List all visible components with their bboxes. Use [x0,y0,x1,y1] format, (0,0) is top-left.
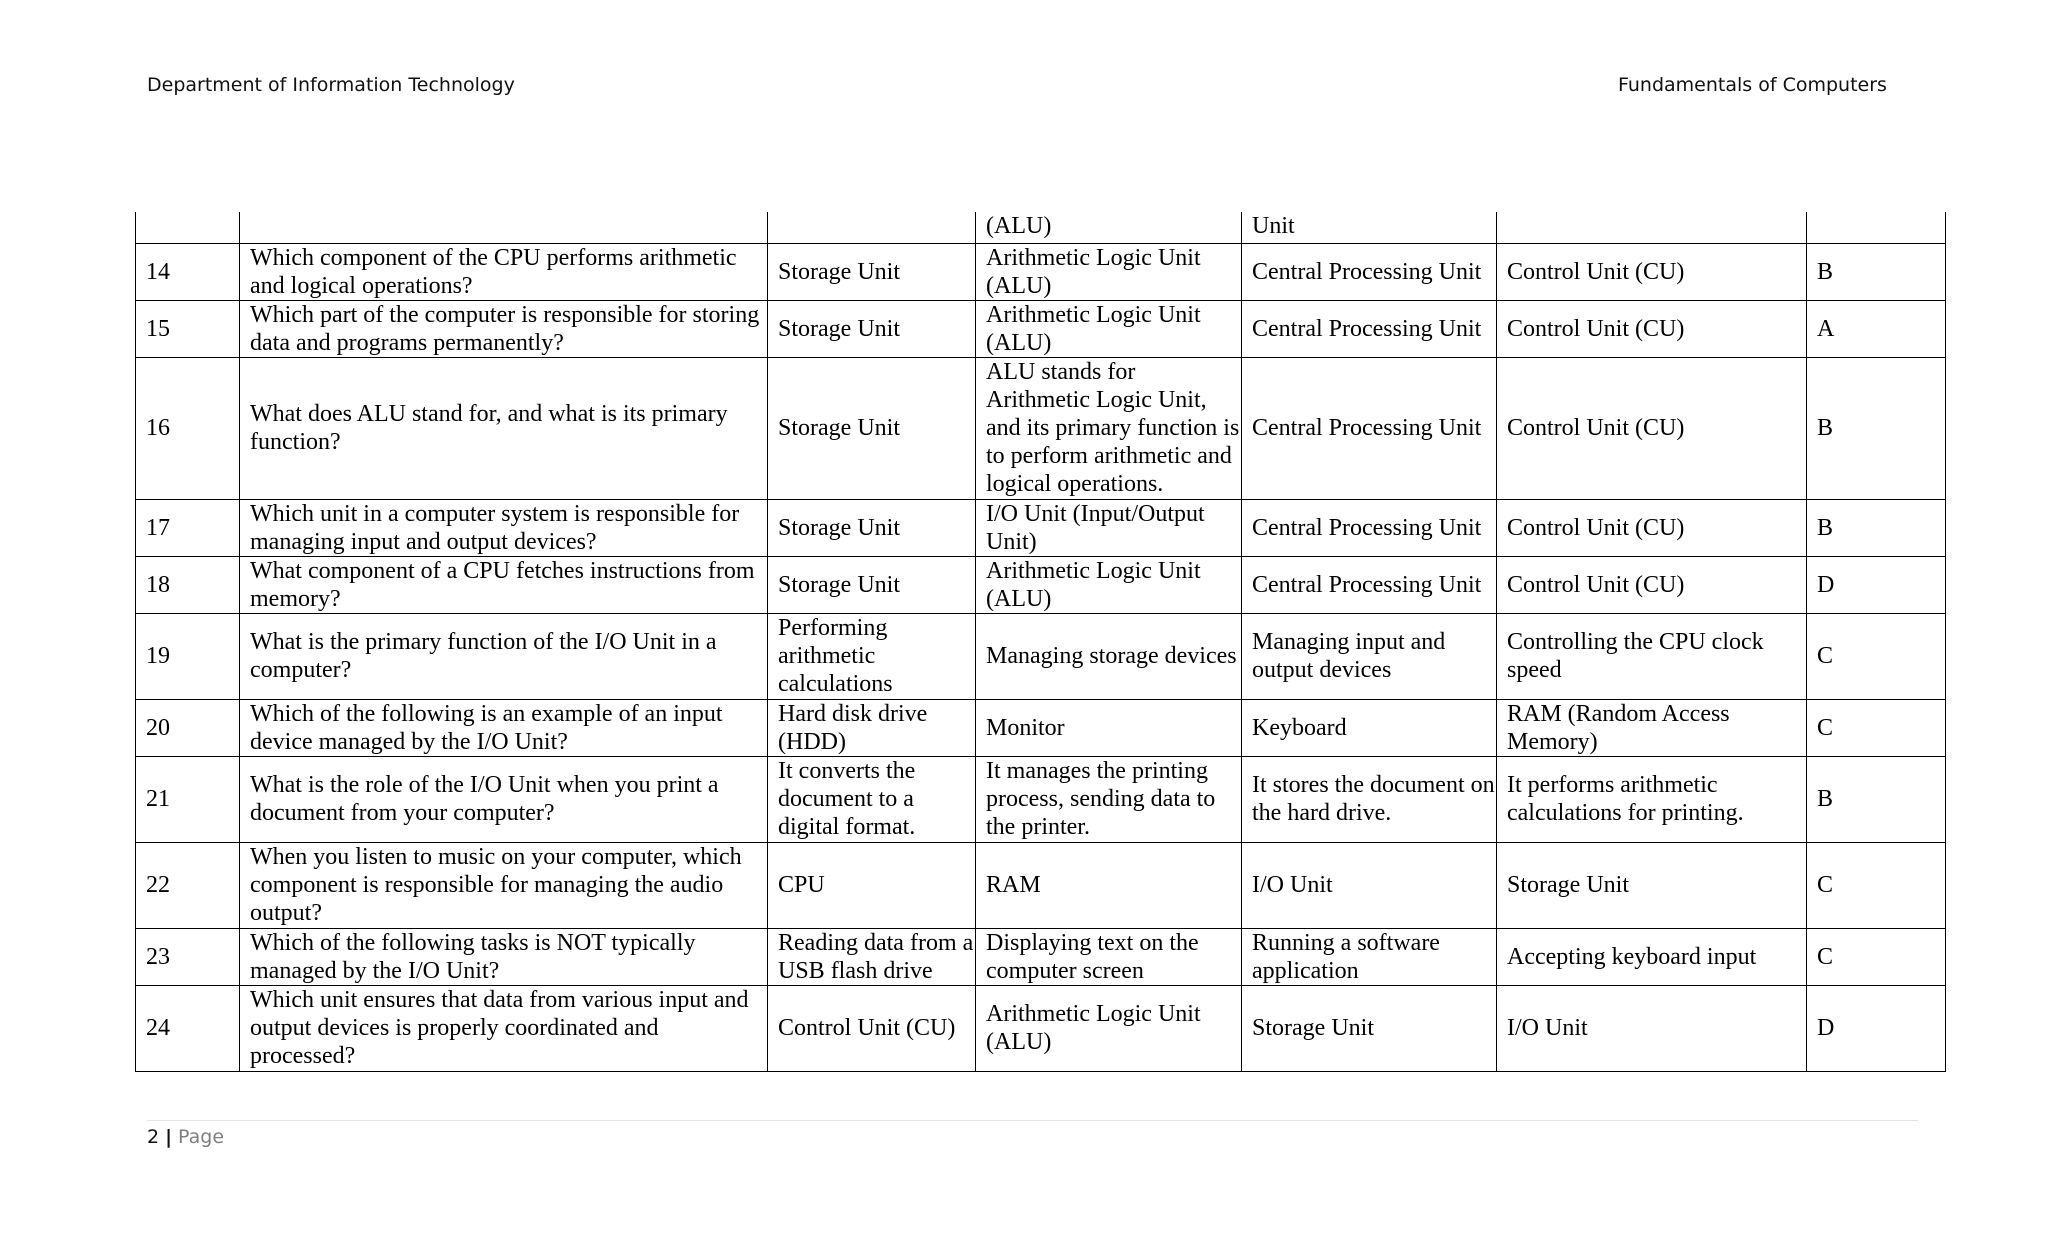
cell-question: Which part of the computer is responsible for storing data and programs permanently? [240,300,768,357]
cell-option-d: RAM (Random Access Memory) [1497,699,1807,756]
cell-option-c: Central Processing Unit [1242,357,1497,499]
cell-option-a: Storage Unit [768,556,976,613]
cell-option-c: Central Processing Unit [1242,300,1497,357]
cell-option-b: Arithmetic Logic Unit (ALU) [976,243,1242,300]
cell-option-c: Running a software application [1242,928,1497,985]
table-row [136,556,1946,613]
cell-question: Which unit ensures that data from various input and output devices is properly coordinated and processed? [240,985,768,1071]
footer-divider [147,1120,1918,1121]
cell-option-d: Accepting keyboard input [1497,928,1807,985]
cell-option-d: Storage Unit [1497,842,1807,928]
cell-question: What does ALU stand for, and what is its primary function? [240,357,768,499]
cell-option-d: Controlling the CPU clock speed [1497,613,1807,699]
cell-option-a: It converts the document to a digital format. [768,756,976,842]
cell-option-c: Central Processing Unit [1242,243,1497,300]
cell-question [240,212,768,243]
cell-option-a: Reading data from a USB flash drive [768,928,976,985]
table-row [136,499,1946,556]
cell-question: What is the role of the I/O Unit when you print a document from your computer? [240,756,768,842]
table-row-continuation [136,212,1946,243]
cell-answer: C [1807,842,1946,928]
cell-question: Which component of the CPU performs arithmetic and logical operations? [240,243,768,300]
table-row [136,985,1946,1071]
cell-option-c: I/O Unit [1242,842,1497,928]
cell-question: What component of a CPU fetches instructions from memory? [240,556,768,613]
cell-option-c: Storage Unit [1242,985,1497,1071]
cell-option-b: Managing storage devices [976,613,1242,699]
page-number: 2 [147,1126,160,1148]
cell-option-a: Performing arithmetic calculations [768,613,976,699]
cell-option-b: It manages the printing process, sending data to the printer. [976,756,1242,842]
cell-option-a: Storage Unit [768,357,976,499]
cell-answer: B [1807,243,1946,300]
table-row [136,243,1946,300]
cell-option-d: Control Unit (CU) [1497,499,1807,556]
cell-answer [1807,212,1946,243]
cell-option-d [1497,212,1807,243]
cell-option-b: Arithmetic Logic Unit (ALU) [976,556,1242,613]
cell-option-c: It stores the document on the hard drive. [1242,756,1497,842]
cell-option-d: It performs arithmetic calculations for printing. [1497,756,1807,842]
cell-option-a: Storage Unit [768,300,976,357]
cell-option-b: ALU stands for Arithmetic Logic Unit, and its primary function is to perform arithmetic and logical operations. [976,357,1242,499]
cell-question: Which of the following is an example of an input device managed by the I/O Unit? [240,699,768,756]
cell-option-c: Central Processing Unit [1242,556,1497,613]
table-row [136,300,1946,357]
cell-no: 23 [136,928,240,985]
cell-option-c: Unit [1242,212,1497,243]
cell-question: Which unit in a computer system is responsible for managing input and output devices? [240,499,768,556]
page-label: Page [178,1126,225,1148]
cell-answer: D [1807,985,1946,1071]
cell-option-b: (ALU) [976,212,1242,243]
cell-option-b: Monitor [976,699,1242,756]
cell-answer: A [1807,300,1946,357]
cell-answer: D [1807,556,1946,613]
cell-option-d: Control Unit (CU) [1497,556,1807,613]
table-row [136,842,1946,928]
cell-option-a: CPU [768,842,976,928]
cell-answer: B [1807,756,1946,842]
cell-no: 14 [136,243,240,300]
cell-answer: C [1807,613,1946,699]
cell-option-b: RAM [976,842,1242,928]
cell-option-b: I/O Unit (Input/Output Unit) [976,499,1242,556]
page-footer [147,1126,224,1148]
footer-separator: | [165,1126,173,1148]
cell-answer: B [1807,357,1946,499]
cell-option-b: Arithmetic Logic Unit (ALU) [976,300,1242,357]
cell-answer: C [1807,928,1946,985]
cell-no: 19 [136,613,240,699]
cell-option-a: Hard disk drive (HDD) [768,699,976,756]
cell-option-c: Keyboard [1242,699,1497,756]
cell-option-a [768,212,976,243]
cell-question: When you listen to music on your computer, which component is responsible for managing the audio output? [240,842,768,928]
header-course: Fundamentals of Computers [1618,74,1887,96]
cell-no: 15 [136,300,240,357]
cell-no [136,212,240,243]
cell-option-a: Storage Unit [768,243,976,300]
table-row [136,928,1946,985]
header-department: Department of Information Technology [147,74,515,96]
cell-option-a: Storage Unit [768,499,976,556]
cell-option-d: Control Unit (CU) [1497,357,1807,499]
cell-no: 18 [136,556,240,613]
cell-question: Which of the following tasks is NOT typically managed by the I/O Unit? [240,928,768,985]
cell-option-c: Central Processing Unit [1242,499,1497,556]
cell-option-b: Displaying text on the computer screen [976,928,1242,985]
cell-no: 17 [136,499,240,556]
cell-answer: B [1807,499,1946,556]
table-row [136,613,1946,699]
cell-option-a: Control Unit (CU) [768,985,976,1071]
cell-no: 22 [136,842,240,928]
mcq-table [135,212,1946,1072]
cell-option-d: Control Unit (CU) [1497,243,1807,300]
cell-option-d: I/O Unit [1497,985,1807,1071]
cell-question: What is the primary function of the I/O Unit in a computer? [240,613,768,699]
cell-no: 24 [136,985,240,1071]
cell-option-d: Control Unit (CU) [1497,300,1807,357]
cell-no: 16 [136,357,240,499]
table-row [136,357,1946,499]
cell-option-b: Arithmetic Logic Unit (ALU) [976,985,1242,1071]
cell-no: 21 [136,756,240,842]
table-row [136,756,1946,842]
cell-no: 20 [136,699,240,756]
table-row [136,699,1946,756]
cell-answer: C [1807,699,1946,756]
cell-option-c: Managing input and output devices [1242,613,1497,699]
